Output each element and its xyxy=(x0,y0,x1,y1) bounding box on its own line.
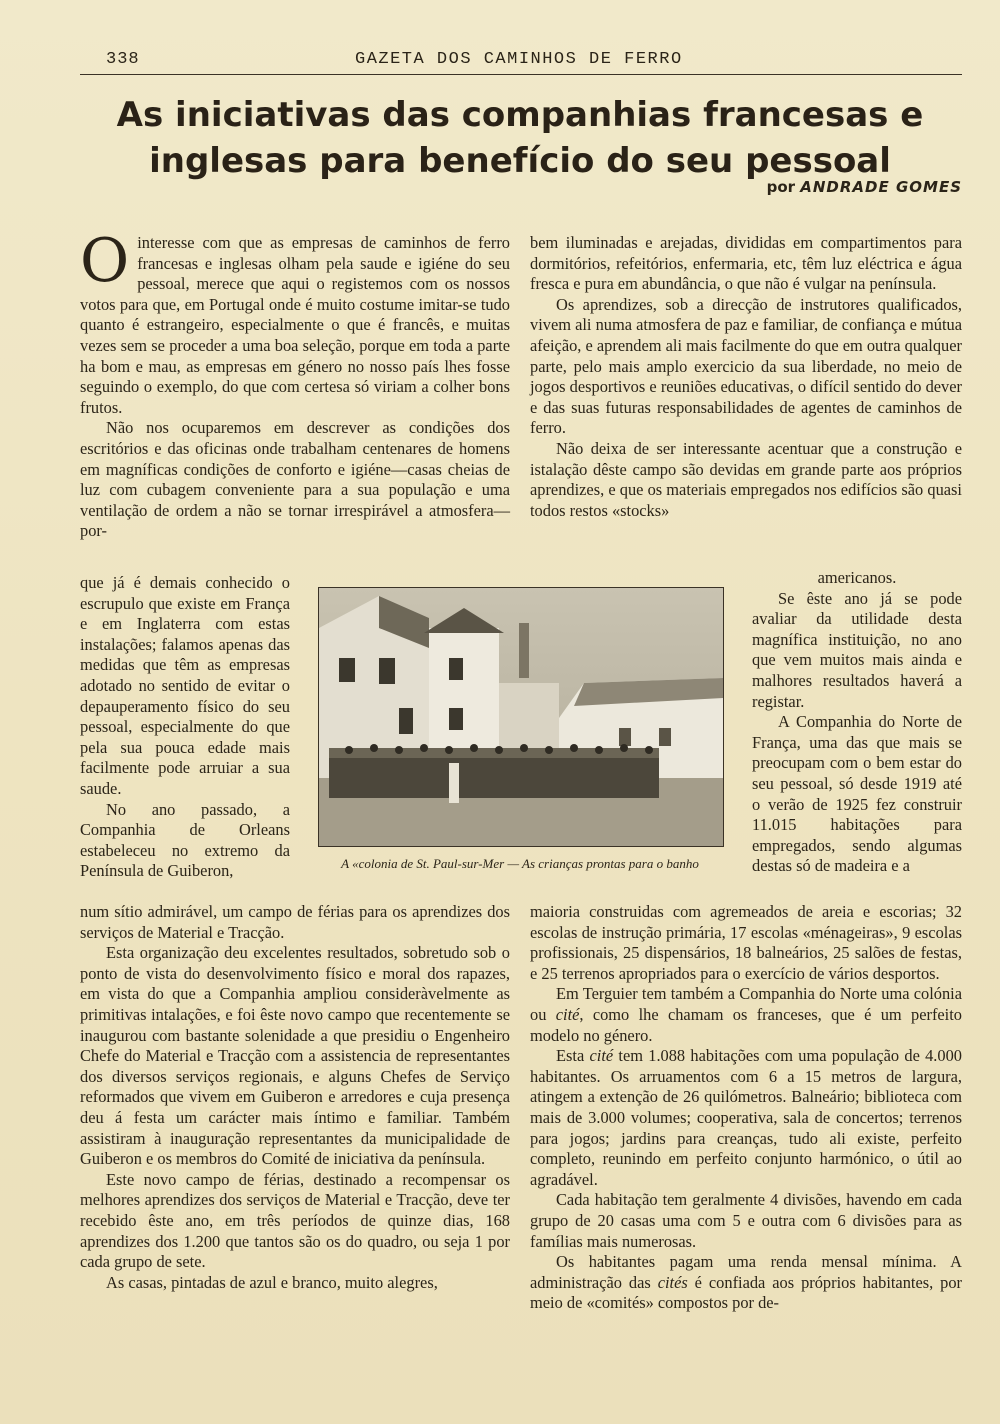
left-column-bottom xyxy=(80,902,510,1293)
paragraph: Não nos ocuparemos em descrever as condições dos escritórios e das oficinas onde trabalham centenares de homens em magníficas condições de conforto e igiéne—casas cheias de luz com cubagem conveniente para a sua população e uma ventilação de ordem a não se tornar irrespirável a atmosfera—por- xyxy=(80,418,510,541)
paragraph: No ano passado, a Companhia de Orleans estabeleceu no extremo da Península de Guiberon, xyxy=(80,799,290,881)
paragraph: Se êste ano já se pode avaliar da utilidade desta magnífica instituição, no ano que vem muitos mais ainda e malhores resultados haverá a registar. xyxy=(752,588,962,711)
byline-author: ANDRADE GOMES xyxy=(800,178,962,196)
paragraph: Os aprendizes, sob a direcção de instrutores qualificados, vivem ali numa atmosfera de paz e familiar, de confiança e mútua afeição, e aprendem ali mais facilmente do que em outra qualquer parte, pelo mais amplo exercicio da sua liberdade, no meio de jogos desportivos e reuniões educativas, o difícil sentido do dever e das suas futuras responsabilidades de agentes de caminhos de ferro. xyxy=(530,294,962,438)
journal-title: GAZETA DOS CAMINHOS DE FERRO xyxy=(355,50,683,69)
photo-caption: A «colonia de St. Paul-sur-Mer — As crianças prontas para o banho xyxy=(341,856,699,871)
right-column-top xyxy=(530,233,962,521)
byline xyxy=(767,178,962,196)
paragraph: Não deixa de ser interessante acentuar que a construção e istalação dêste campo são devidas em grande parte aos próprios aprendizes, e que os materiais empregados nos edifícios são quasi todos restos «stocks» xyxy=(530,438,962,520)
photo-colonia-st-paul xyxy=(318,587,724,847)
page-header xyxy=(80,48,962,75)
paragraph: Cada habitação tem geralmente 4 divisões, havendo em cada grupo de 20 casas uma com 5 e outra com 6 divisões para as famílias mais numerosas. xyxy=(530,1190,962,1251)
paragraph: Este novo campo de férias, destinado a recompensar os melhores aprendizes dos serviços de Material e Tracção, deve ter recebido êste ano, em três períodos de quinze dias, 168 aprendizes dos 1.200 que tantos são os do quadro, ou seja 1 por cada grupo de sete. xyxy=(80,1169,510,1272)
paragraph: Esta organização deu excelentes resultados, sobretudo sob o ponto de vista do desenvolvimento físico e moral dos rapazes, em vista do que a Companhia ampliou consideràvelmente as primitivas intalações, e foi êste novo campo que recentemente se inaugurou com bastante solenidade a que presidiu o Engenheiro Chefe do Material e Tracção com a assistencia de representantes dos diversos serviços regionais, e alguns Chefes de Serviço reformados que vivem em Guiberon e arredores e cuja presença deu á festa um carácter mais íntimo e familiar. Também assistiram à inauguração representantes da municipalidade de Guiberon e os membros do Comité de iniciativa da península. xyxy=(80,943,510,1169)
byline-prefix: por xyxy=(766,178,796,196)
paragraph: americanos. xyxy=(817,568,897,587)
paragraph: maioria construidas com agremeados de areia e escorias; 32 escolas de instrução primária, 17 escolas «ménageiras», 9 escolas profissionais, 25 dispensários, 18 balneários, 25 salões de festas, e 25 terrenos apropriados para o exercício de vários desportos. xyxy=(530,902,962,983)
drop-cap: O xyxy=(80,226,130,296)
paragraph: As casas, pintadas de azul e branco, muito alegres, xyxy=(106,1272,438,1292)
paragraph: bem iluminadas e arejadas, divididas em compartimentos para dormitórios, refeitórios, enfermaria, etc, têm luz eléctrica e água fresca e pura em abundância, o que não é vulgar na península. xyxy=(530,233,962,294)
article-title: As iniciativas das companhias francesas e inglesas para benefício do seu pessoal xyxy=(116,95,924,181)
paragraph: A Companhia do Norte de França, uma das que mais se preocupam com o bem estar do seu pessoal, só desde 1919 até o verão de 1925 fez construir 11.015 habitações para empregados, sendo algumas destas só de madeira e a xyxy=(752,712,962,876)
left-column-top xyxy=(80,226,510,542)
paragraph: num sítio admirável, um campo de férias para os aprendizes dos serviços de Material e Tracção. xyxy=(80,902,510,942)
paragraph: Esta cité tem 1.088 habitações com uma população de 4.000 habitantes. Os arruamentos com 6 a 15 metros de largura, atingem a extenção de 26 quilómetros. Balneário; biblioteca com mais de 3.000 volumes; cooperativa, sala de concertos; terrenos para jogos; jardins para creanças, tudo ali existe, perfeito completo, reunindo em perfeito conjunto harmónico, o útil ao agradável. xyxy=(530,1046,962,1189)
paragraph: Ointeresse com que as empresas de caminhos de ferro francesas e inglesas olham pela saude e igiéne do seu pessoal, merece que aqui o registemos com os nossos votos para que, em Portugal onde é muito costume imitar-se tudo quanto é estrangeiro, especialmente o que é francês, e muitas vezes sem se proceder a uma boa seleção, porque em toda a parte ha bom e mau, as empresas em género no nosso país lhes fosse seguindo o exemplo, do que com certesa só viriam a colher bons frutos. xyxy=(80,226,510,417)
paragraph: que já é demais conhecido o escrupulo que existe em França e em Inglaterra com estas instalações; falamos apenas das medidas que têm as empresas adotado no sentido de evitar o depauperamento físico do seu pessoal, especialmente do que pela sua pouca edade mais facilmente pode arruiar a sua saude. xyxy=(80,573,290,798)
left-column-wrap xyxy=(80,573,290,882)
paragraph: Em Terguier tem também a Companhia do Norte uma colónia ou cité, como lhe chamam os franceses, que é um perfeito modelo no género. xyxy=(530,984,962,1045)
paragraph: Os habitantes pagam uma renda mensal mínima. A administração das cités é confiada aos próprios habitantes, por meio de «comités» compostos por de- xyxy=(530,1252,962,1313)
page-number: 338 xyxy=(106,50,140,69)
right-column-wrap xyxy=(752,568,962,877)
right-column-bottom xyxy=(530,902,962,1314)
photo-image xyxy=(319,588,723,846)
